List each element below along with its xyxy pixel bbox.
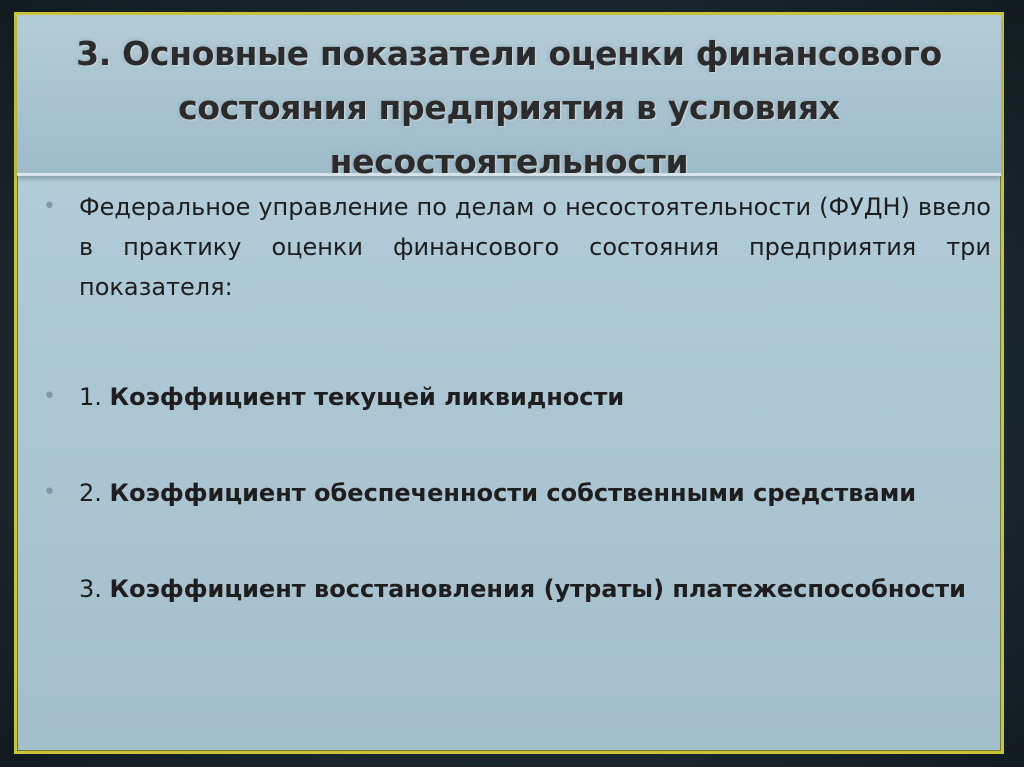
bullet-icon: • bbox=[43, 480, 56, 505]
content-frame bbox=[14, 12, 1004, 754]
title-line-1: 3. Основные показатели оценки финансового bbox=[76, 34, 942, 73]
indicator-number: 3. bbox=[79, 575, 102, 603]
indicator-text: Коэффициент восстановления (утраты) платежеспособности bbox=[109, 575, 966, 603]
bullet-icon: • bbox=[43, 384, 56, 409]
indicator-number: 1. bbox=[79, 383, 102, 411]
title-line-3: несостоятельности bbox=[329, 142, 689, 181]
slide-body bbox=[35, 187, 991, 609]
indicator-text: Коэффициент текущей ликвидности bbox=[109, 383, 625, 411]
intro-text: Федеральное управление по делам о несостоятельности (ФУДН) ввело в практику оценки финансового состояния предприятия три показателя: bbox=[79, 193, 991, 301]
title-band bbox=[17, 15, 1001, 181]
bullet-icon: • bbox=[43, 194, 56, 219]
slide-title bbox=[17, 27, 1001, 189]
indicator-item-2 bbox=[35, 473, 991, 513]
title-line-2: состояния предприятия в условиях bbox=[178, 88, 840, 127]
indicator-item-3 bbox=[35, 569, 991, 609]
intro-paragraph bbox=[35, 187, 991, 307]
indicator-text: Коэффициент обеспеченности собственными средствами bbox=[109, 479, 917, 507]
indicator-number: 2. bbox=[79, 479, 102, 507]
indicator-item-1 bbox=[35, 377, 991, 417]
